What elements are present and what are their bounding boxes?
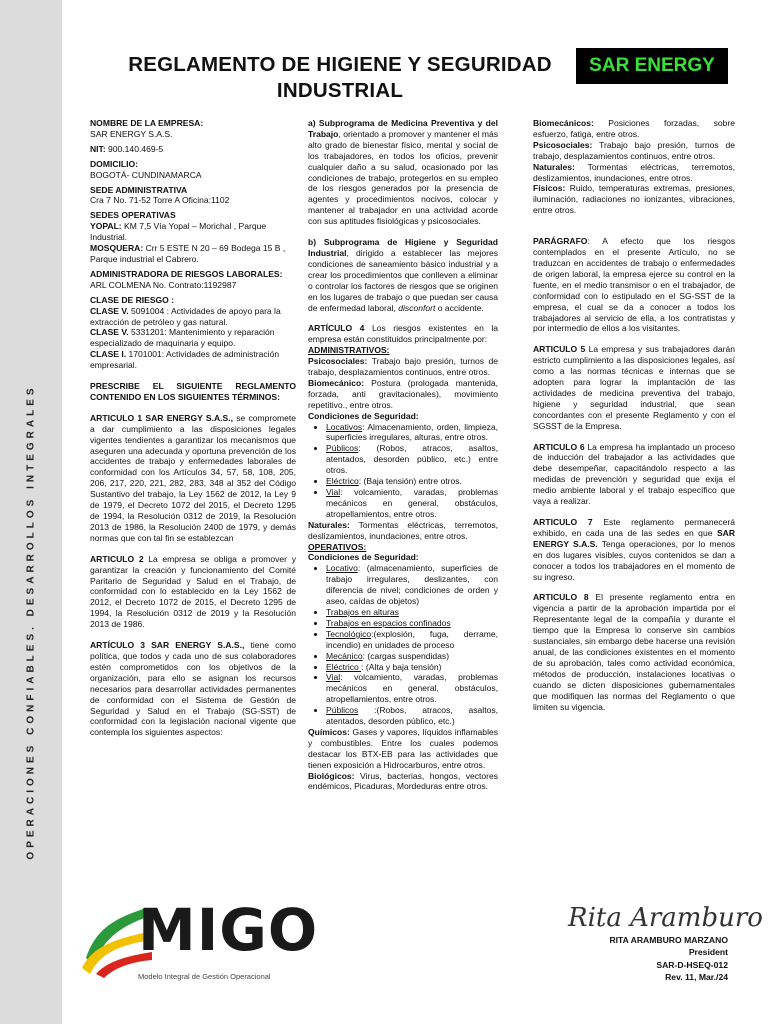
administrativos-heading: ADMINISTRATIVOS: <box>308 345 390 356</box>
art7-company: SAR ENERGY S.A.S. <box>533 527 735 549</box>
domicilio-value: BOGOTÁ- CUNDINAMARCA <box>90 169 202 180</box>
art6-text: La empresa ha implantado un proceso de inducción del trabajador a las actividades que debe desempeñar, capacitándolo respecto a las medidas de prevención y seguridad que exija el medio ambiente laboral y el trabajo específico que vaya a realizar. <box>533 441 735 507</box>
clase2-value: 5331201: Mantenimiento y reparación especializado de maquinaria y equipo. <box>90 327 275 349</box>
clase1-value: 5091004 : Actividades de apoyo para la extracción de petróleo y gas natural. <box>90 305 281 327</box>
subprograma-a-text: , orientado a promover y mantener el más alto grado de bienestar físico, mental y social de los trabajadores, en todos los oficios, prevenir cualquier daño a su salud, ocasionado por las condiciones de trabajo, protegerlos en su empleo de los riesgos generados por la presencia de agentes y procedimientos nocivos, colocar y mantener al trabajador en una actividad acorde con sus aptitudes fisiológicas y psicosociales. <box>308 128 498 227</box>
biomec-label: Biomecánico: <box>308 377 365 388</box>
cond2-list <box>308 563 498 727</box>
column-3 <box>533 118 735 712</box>
biomec-text: Postura (prologada mantenida, forzada, anti gravitacionales), movimiento repetitivo., entre otros. <box>308 377 498 410</box>
psico-label: Psicosociales: <box>308 356 368 367</box>
art5-label: ARTICULO 5 <box>533 344 586 355</box>
signer-role: President <box>688 947 728 958</box>
art2-text: La empresa se obliga a promover y garantizar la creación y funcionamiento del Comité Paritario de Seguridad y Salud en el Trabajo, de conformidad con lo establecido en la Ley 1562 de 2012, el Decreto 1072 de 2015, el Decreto 1295 de 1994, la Resolución 0312 de 2019 y la Resolución 2013 de 1986. <box>90 553 296 630</box>
operativos-heading: OPERATIVOS: <box>308 541 367 552</box>
paragrafo-text: : A efecto que los riesgos contemplados en el presente Artículo, no se traduzcan en accidentes de trabajo o enfermedades de origen laboral, la empresa ejerce su control en la fuente, en el medio transmisor o en el trabajador, de conformidad con lo estipulado en el SG-SST de la empresa, el cual se da a conocer a todos los trabajadores al servicio de ella, a los contratistas y por intermedio de ellos a los visitantes. <box>533 236 735 334</box>
quimicos-label: Químicos: <box>308 726 350 737</box>
paragrafo-label: PARÁGRAFO <box>533 236 588 247</box>
nit-label: NIT: <box>90 143 106 154</box>
art8-label: ARTICULO 8 <box>533 592 589 603</box>
column-1 <box>90 118 296 738</box>
cond2-item: • Mecánico: (cargas suspendidas) <box>326 651 498 662</box>
mosquera-label: MOSQUERA: <box>90 243 144 254</box>
doc-code: SAR-D-HSEQ-012 <box>656 959 728 970</box>
cond1-list <box>308 422 498 520</box>
art1-label: ARTICULO 1 SAR ENERGY S.A.S., <box>90 412 233 423</box>
art3-text: tiene como política, que todos y cada uno de sus colaboradores estén comprometidos con los objetivos de la organización, para ello se asignan los recursos necesarios para desarrollar actividades permanentes de conformidad con el Sistema de Gestión de Seguridad y Salud en el Trabajo (SG-SST) de conformidad con la legislación nacional vigente que contempla los siguientes aspectos: <box>90 640 296 738</box>
title-line-2: INDUSTRIAL <box>276 79 404 102</box>
disconfort-word: disconfort <box>398 302 436 313</box>
arl-label: ADMINISTRADORA DE RIESGOS LABORALES: <box>90 268 283 279</box>
empresa-value: SAR ENERGY S.A.S. <box>90 128 173 139</box>
naturales3-label: Naturales: <box>533 161 575 172</box>
clase3-label: CLASE I. <box>90 349 127 360</box>
empresa-label: NOMBRE DE LA EMPRESA: <box>90 118 204 128</box>
cond1-item: • Públicos: (Robos, atracos, asaltos, atentados, desorden público, etc.) entre otros. <box>326 443 498 476</box>
art6-label: ARTICULO 6 <box>533 441 585 452</box>
art4-label: ARTÍCULO 4 <box>308 323 365 334</box>
yopal-value: KM 7,5 Vía Yopal – Morichal , Parque Industrial. <box>90 221 267 243</box>
prescribe-heading: PRESCRIBE EL SIGUIENTE REGLAMENTO CONTENIDO EN LOS SIGUIENTES TÉRMINOS: <box>90 381 296 402</box>
migo-logo <box>76 888 319 1004</box>
signature-script: Rita Aramburo <box>568 903 763 933</box>
cond2-item: • Eléctrico : (Alta y baja tensión) <box>326 662 498 673</box>
cond2-item: • Vial: volcamiento, varadas, problemas mecánicos en general, obstáculos, atropellamientos, entre otros. <box>326 672 498 705</box>
art5-text: La empresa y sus trabajadores darán estricto cumplimiento a las disposiciones legales, así como a las normas técnicas e internas que se adopten para lograr la implantación de las actividades de medicina preventiva del trabajo, higiene y seguridad industrial, que sean concordantes con el presente Reglamento y con el SGSST de la Empresa. <box>533 344 735 431</box>
signature-block <box>609 934 728 984</box>
signature-image <box>564 896 763 936</box>
cond2-item: • Públicos :(Robos, atracos, asaltos, atentados, desorden público, etc.) <box>326 705 498 727</box>
clase-riesgo-label: CLASE DE RIESGO : <box>90 294 175 305</box>
art4-text: Los riesgos existentes en la empresa están constituidos principalmente por: <box>308 323 498 345</box>
subprograma-b-end: o accidente. <box>435 302 484 313</box>
biomecanicos-label: Biomecánicos: <box>533 118 594 128</box>
subprograma-b-label: b) Subprograma de Higiene y Seguridad Industrial <box>308 237 498 258</box>
psico-text: Trabajo bajo presión, turnos de trabajo, desplazamientos continuos, entre otros. <box>308 356 498 378</box>
naturales-label: Naturales: <box>308 519 350 530</box>
clase2-label: CLASE V. <box>90 327 129 338</box>
yopal-label: YOPAL: <box>90 221 122 232</box>
sidebar-band <box>0 0 62 1024</box>
domicilio-label: DOMICILIO: <box>90 158 138 169</box>
doc-revision: Rev. 11, Mar./24 <box>665 972 728 983</box>
cond1-item: • Eléctrico: (Baja tensión) entre otros. <box>326 476 498 487</box>
cond1-item: • Locativos: Almacenamiento, orden, limpieza, superficies irregulares, alturas, entre otros. <box>326 422 498 444</box>
quimicos-text: Gases y vapores, líquidos inflamables y combustibles. Entre los cuales podemos destacar los BTX-EB para las actividades que tienen exposición a Hidrocarburos, entre otros. <box>308 726 498 770</box>
nit-value: 900.140.469-5 <box>108 143 164 154</box>
condiciones-seguridad-2: Condiciones de Seguridad: <box>308 552 419 563</box>
art1-text: se compromete a dar cumplimiento a las disposiciones legales vigentes tendientes a garantizar los mecanismos que aseguren una adecuada y oportuna prevención de los accidentes de trabajo y enfermedades laborales de conformidad con los Artículos 34, 57, 58, 108, 205, 206, 217, 220, 221, 282, 283, 348 al 352 del Código Sustantivo del trabajo, la Ley 1562 de 2012, la Ley 9 de 1979, el Decreto 1072 del 2015, el Decreto 1295 de 1994, la Resolución 0312 de 2019, la Resolución 2013 de 1986, la Resolución 2400 de 1979, y demás normas que con tal fin se establezcan <box>90 412 296 543</box>
art3-label: ARTÍCULO 3 SAR ENERGY S.A.S., <box>90 640 245 651</box>
cond2-item: • Trabajos en espacios confinados <box>326 618 498 629</box>
art7-label: ARTICULO 7 <box>533 517 593 527</box>
cond2-item: • Locativo: (almacenamiento, superficies de trabajo irregulares, deslizantes, con diferencia de nivel; condiciones de orden y aseo, caídas de objetos) <box>326 563 498 607</box>
fisicos-text: Ruido, temperaturas extremas, presiones, iluminación, radiaciones no ionizantes, vibraciones, entre otros. <box>533 183 735 216</box>
art8-text: El presente reglamento entra en vigencia a partir de la aprobación impartida por el Representante legal de la compañía y durante el tiempo que la Empresa lo conserve sin cambios sustanciales, sin embargo debe hacerse una revisión anual, de las condiciones existentes en el momento de su aprobación, tales como actividad económica, métodos de producción, instalaciones locativas o cuando se dicten disposiciones gubernamentales que modifiquen las normas del Reglamento o que limiten su vigencia. <box>533 592 735 712</box>
biologicos-text: Virus, bacterias, hongos, vectores endémicos, Picaduras, Mordeduras entre otros. <box>308 770 498 792</box>
cond2-item: • Trabajos en alturas <box>326 607 498 618</box>
arl-value: ARL COLMENA No. Contrato:1192987 <box>90 279 237 290</box>
mosquera-value: Crr 5 ESTE N 20 – 69 Bodega 15 B , Parque industrial el Cabrero. <box>90 243 286 264</box>
cond2-item: • Tecnológico:(explosión, fuga, derrame, incendio) en unidades de proceso <box>326 629 498 651</box>
biologicos-label: Biológicos: <box>308 770 355 781</box>
psicosociales-label: Psicosociales: <box>533 139 593 150</box>
art2-label: ARTICULO 2 <box>90 553 144 564</box>
subprograma-a-label: a) Subprograma de Medicina Preventiva y del Trabajo <box>308 118 498 139</box>
biomecanicos-text: Posiciones forzadas, sobre esfuerzo, fatiga, entre otros. <box>533 118 735 139</box>
page-title <box>110 52 570 104</box>
migo-subtitle: Modelo Integral de Gestión Operacional <box>138 972 271 981</box>
sedes-operativas-label: SEDES OPERATIVAS <box>90 210 176 221</box>
cond1-item: • Vial: volcamiento, varadas, problemas mecánicos en general, obstáculos, atropellamientos, entre otros. <box>326 487 498 520</box>
naturales3-text: Tormentas eléctricas, terremotos, deslizamientos, inundaciones, entre otros. <box>533 161 735 183</box>
clase1-label: CLASE V. <box>90 305 129 316</box>
art7-end: Tenga operaciones, por lo menos en dos lugares visibles, cuyos contenidos se dan a conocer a todos los trabajadores en el momento de su ingreso. <box>533 538 735 582</box>
sar-energy-logo: SAR ENERGY <box>576 48 728 84</box>
sidebar-slogan: OPERACIONES CONFIABLES. DESARROLLOS INTEGRALES <box>25 384 37 860</box>
signer-name: RITA ARAMBURO MARZANO <box>609 935 728 945</box>
psicosociales-text: Trabajo bajo presión, turnos de trabajo, desplazamientos continuos, entre otros. <box>533 139 735 161</box>
clase3-value: 1701001: Actividades de administración empresarial. <box>90 349 280 371</box>
naturales-text: Tormentas eléctricas, terremotos, deslizamientos, inundaciones, entre otros. <box>308 519 498 541</box>
sede-label: SEDE ADMINISTRATIVA <box>90 184 188 195</box>
column-2 <box>308 118 498 792</box>
subprograma-b-text: , dirigido a establecer las mejores condiciones de saneamiento básico industrial y a crear los procedimientos que conlleven a eliminar o controlar los factores de riesgos que se originen en los lugares de trabajo o que puedan ser causa de enfermedad laboral, <box>308 247 498 313</box>
art7-text: Este reglamento permanecerá exhibido, en cada una de las sedes en que <box>533 517 735 538</box>
sede-value: Cra 7 No. 71-52 Torre A Oficina:1102 <box>90 195 230 206</box>
migo-wordmark: MIGO <box>138 896 319 964</box>
condiciones-seguridad-1: Condiciones de Seguridad: <box>308 410 419 421</box>
title-line-1: REGLAMENTO DE HIGIENE Y SEGURIDAD <box>128 53 552 76</box>
fisicos-label: Físicos: <box>533 183 566 194</box>
